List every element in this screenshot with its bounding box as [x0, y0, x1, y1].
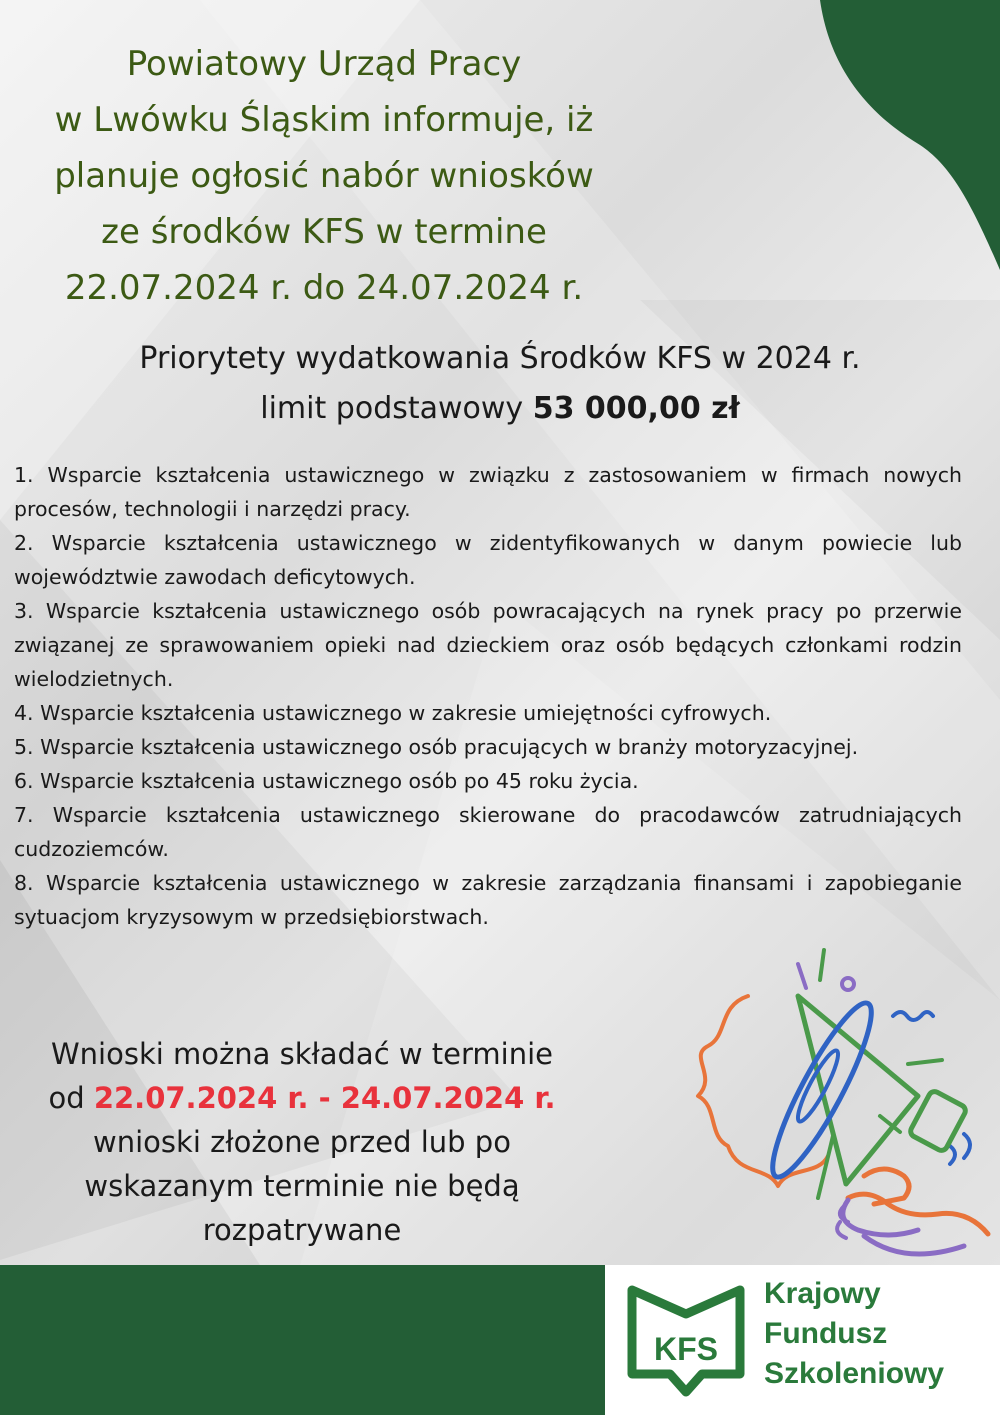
fund-name-line-3: Szkoleniowy	[764, 1357, 945, 1390]
priority-list	[14, 458, 962, 934]
deadline-line-1: Wnioski można składać w terminie	[50, 1037, 554, 1071]
kfs-logo-text: KFS	[654, 1331, 718, 1367]
kfs-shield-logo	[624, 1280, 748, 1398]
list-item: 2. Wsparcie kształcenia ustawicznego w zidentyfikowanych w danym powiecie lub województwie zawodach deficytowych.	[14, 531, 962, 589]
priorities-title: Priorytety wydatkowania Środków KFS w 2024 r.	[139, 341, 861, 376]
announcement-header	[10, 36, 638, 316]
list-item: 6. Wsparcie kształcenia ustawicznego osób po 45 roku życia.	[14, 769, 639, 793]
priorities-limit	[40, 384, 960, 434]
header-line-3: planuje ogłosić nabór wniosków	[54, 156, 594, 196]
header-line-5: 22.07.2024 r. do 24.07.2024 r.	[64, 268, 584, 308]
list-item: 7. Wsparcie kształcenia ustawicznego skierowane do pracodawców zatrudniających cudzoziemców.	[14, 803, 962, 861]
list-item: 5. Wsparcie kształcenia ustawicznego osób pracujących w branży motoryzacyjnej.	[14, 735, 859, 759]
deadline-line-4: wskazanym terminie nie będą	[84, 1169, 520, 1203]
deadline-prefix: od	[48, 1081, 94, 1115]
deadline-notice	[10, 1032, 594, 1252]
deadline-line-2	[10, 1076, 594, 1120]
list-item: 4. Wsparcie kształcenia ustawicznego w zakresie umiejętności cyfrowych.	[14, 701, 772, 725]
header-line-4: ze środków KFS w termine	[101, 212, 547, 252]
megaphone-icon	[668, 936, 998, 1286]
footer-green-band	[0, 1265, 605, 1415]
limit-label: limit podstawowy	[260, 391, 533, 426]
fund-name	[764, 1274, 944, 1394]
deadline-line-5: rozpatrywane	[202, 1213, 402, 1247]
priorities-heading	[40, 334, 960, 434]
fund-name-line-1: Krajowy	[764, 1277, 881, 1310]
header-line-2: w Lwówku Śląskim informuje, iż	[54, 100, 594, 140]
list-item: 8. Wsparcie kształcenia ustawicznego w zakresie zarządzania finansami i zapobieganie sytuacjom kryzysowym w przedsiębiorstwach.	[14, 871, 962, 929]
deadline-dates: 22.07.2024 r. - 24.07.2024 r.	[93, 1081, 556, 1115]
fund-name-line-2: Fundusz	[764, 1317, 888, 1350]
green-corner-shape	[600, 0, 1000, 270]
list-item: 1. Wsparcie kształcenia ustawicznego w związku z zastosowaniem w firmach nowych procesów, technologii i narzędzi pracy.	[14, 463, 962, 521]
header-line-1: Powiatowy Urząd Pracy	[126, 44, 522, 84]
list-item: 3. Wsparcie kształcenia ustawicznego osób powracających na rynek pracy po przerwie związanej ze sprawowaniem opieki nad dzieckiem oraz osób będących członkami rodzin wielodzietnych.	[14, 599, 962, 691]
deadline-line-3: wnioski złożone przed lub po	[93, 1125, 511, 1159]
limit-amount: 53 000,00 zł	[532, 391, 740, 426]
